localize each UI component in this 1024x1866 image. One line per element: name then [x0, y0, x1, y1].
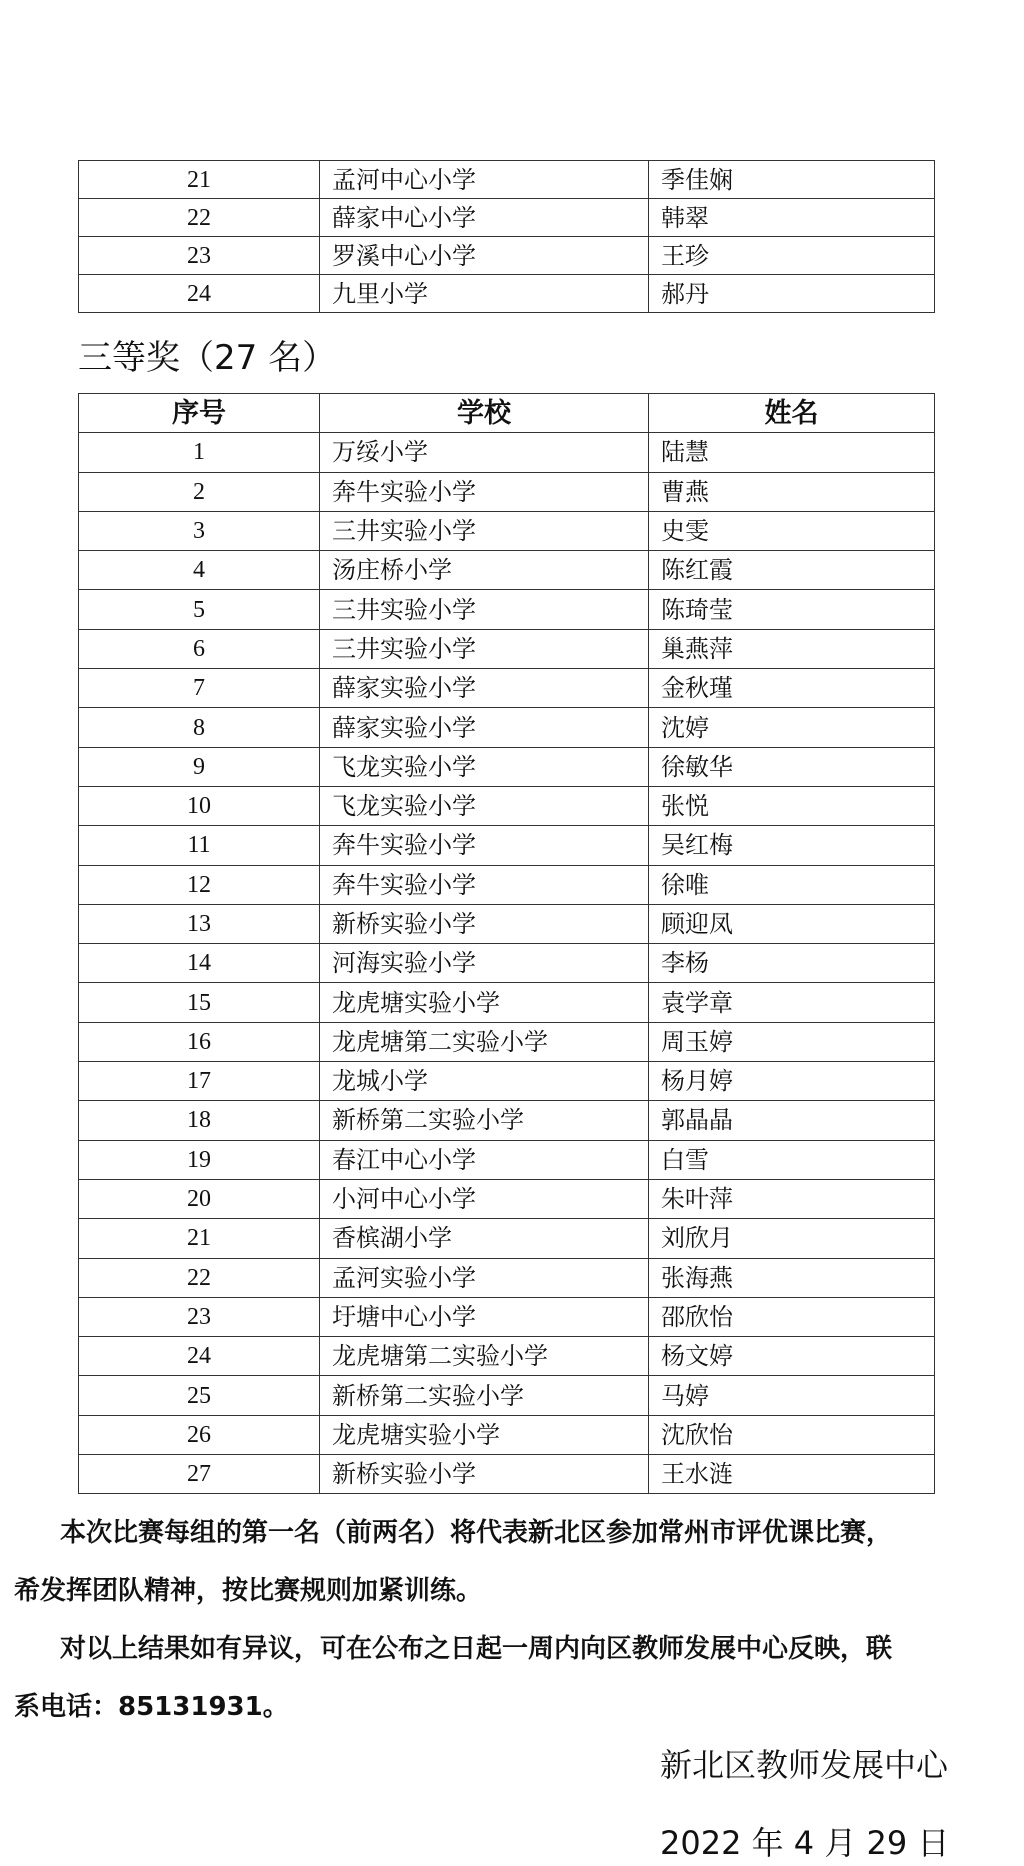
cell-no: 27	[79, 1455, 320, 1494]
table-row	[79, 237, 935, 275]
cell-school: 河海实验小学	[320, 944, 649, 983]
cell-name: 沈欣怡	[649, 1415, 935, 1454]
cell-no: 1	[79, 433, 320, 472]
table-row	[79, 747, 935, 786]
cell-name: 刘欣月	[649, 1219, 935, 1258]
table-row	[79, 786, 935, 825]
cell-no: 5	[79, 590, 320, 629]
notice-para1-line1: 本次比赛每组的第一名（前两名）将代表新北区参加常州市评优课比赛，	[60, 1518, 893, 1548]
cell-name: 陈红霞	[649, 551, 935, 590]
cell-no: 24	[79, 1337, 320, 1376]
cell-name: 巢燕萍	[649, 629, 935, 668]
cell-school: 春江中心小学	[320, 1140, 649, 1179]
table-row	[79, 1297, 935, 1336]
cell-no: 7	[79, 669, 320, 708]
cell-name: 王水涟	[649, 1455, 935, 1494]
cell-no: 8	[79, 708, 320, 747]
cell-name: 顾迎凤	[649, 904, 935, 943]
table-row	[79, 551, 935, 590]
cell-name: 郭晶晶	[649, 1101, 935, 1140]
table-row	[79, 1022, 935, 1061]
notice-paragraph-2	[14, 1620, 1010, 1736]
table-header-row	[79, 394, 935, 433]
cell-name: 白雪	[649, 1140, 935, 1179]
cell-school: 薛家实验小学	[320, 669, 649, 708]
cell-school: 龙虎塘实验小学	[320, 1415, 649, 1454]
table-row	[79, 433, 935, 472]
table-row	[79, 826, 935, 865]
cell-school: 孟河实验小学	[320, 1258, 649, 1297]
cell-school: 奔牛实验小学	[320, 865, 649, 904]
cell-no: 17	[79, 1062, 320, 1101]
table-row	[79, 904, 935, 943]
cell-name: 韩翠	[649, 199, 935, 237]
cell-name: 马婷	[649, 1376, 935, 1415]
table-row	[79, 1101, 935, 1140]
cell-school: 罗溪中心小学	[320, 237, 649, 275]
table-row	[79, 1179, 935, 1218]
table-row	[79, 1455, 935, 1494]
cell-no: 21	[79, 1219, 320, 1258]
cell-school: 薛家实验小学	[320, 708, 649, 747]
header-school: 学校	[320, 394, 649, 433]
cell-no: 13	[79, 904, 320, 943]
notice-para1-line2: 希发挥团队精神，按比赛规则加紧训练。	[14, 1576, 483, 1606]
cell-school: 香槟湖小学	[320, 1219, 649, 1258]
cell-school: 新桥实验小学	[320, 904, 649, 943]
signature-date: 2022 年 4 月 29 日	[660, 1824, 950, 1862]
cell-no: 9	[79, 747, 320, 786]
cell-school: 新桥第二实验小学	[320, 1376, 649, 1415]
table-row	[79, 511, 935, 550]
cell-name: 杨文婷	[649, 1337, 935, 1376]
cell-no: 4	[79, 551, 320, 590]
cell-school: 三井实验小学	[320, 629, 649, 668]
cell-school: 龙虎塘第二实验小学	[320, 1337, 649, 1376]
cell-no: 11	[79, 826, 320, 865]
header-no: 序号	[79, 394, 320, 433]
cell-name: 邵欣怡	[649, 1297, 935, 1336]
table-row	[79, 161, 935, 199]
cell-name: 吴红梅	[649, 826, 935, 865]
cell-name: 李杨	[649, 944, 935, 983]
cell-no: 14	[79, 944, 320, 983]
second-prize-table-continued	[78, 160, 935, 313]
notice-paragraph-1	[14, 1504, 1010, 1620]
table-row	[79, 708, 935, 747]
table-row	[79, 865, 935, 904]
cell-school: 奔牛实验小学	[320, 826, 649, 865]
cell-name: 史雯	[649, 511, 935, 550]
cell-name: 王珍	[649, 237, 935, 275]
cell-no: 23	[79, 1297, 320, 1336]
cell-school: 三井实验小学	[320, 590, 649, 629]
table-row	[79, 199, 935, 237]
table-row	[79, 1140, 935, 1179]
cell-name: 沈婷	[649, 708, 935, 747]
cell-no: 25	[79, 1376, 320, 1415]
cell-no: 22	[79, 1258, 320, 1297]
cell-school: 圩塘中心小学	[320, 1297, 649, 1336]
cell-name: 陆慧	[649, 433, 935, 472]
cell-name: 袁学章	[649, 983, 935, 1022]
table-row	[79, 275, 935, 313]
cell-no: 3	[79, 511, 320, 550]
header-name: 姓名	[649, 394, 935, 433]
table-row	[79, 1219, 935, 1258]
table-row	[79, 590, 935, 629]
table-row	[79, 669, 935, 708]
signature-organization: 新北区教师发展中心	[660, 1746, 949, 1784]
table-row	[79, 1376, 935, 1415]
cell-name: 曹燕	[649, 472, 935, 511]
cell-school: 龙城小学	[320, 1062, 649, 1101]
cell-name: 徐唯	[649, 865, 935, 904]
cell-no: 16	[79, 1022, 320, 1061]
cell-no: 12	[79, 865, 320, 904]
table-row	[79, 983, 935, 1022]
cell-no: 18	[79, 1101, 320, 1140]
table-row	[79, 1415, 935, 1454]
cell-school: 飞龙实验小学	[320, 786, 649, 825]
table-row	[79, 944, 935, 983]
cell-school: 新桥实验小学	[320, 1455, 649, 1494]
cell-no: 20	[79, 1179, 320, 1218]
cell-name: 张悦	[649, 786, 935, 825]
table-row	[79, 1258, 935, 1297]
cell-school: 奔牛实验小学	[320, 472, 649, 511]
cell-no: 24	[79, 275, 320, 313]
table-row	[79, 1062, 935, 1101]
cell-school: 新桥第二实验小学	[320, 1101, 649, 1140]
cell-name: 朱叶萍	[649, 1179, 935, 1218]
cell-name: 陈琦莹	[649, 590, 935, 629]
cell-name: 金秋瑾	[649, 669, 935, 708]
table-row	[79, 629, 935, 668]
cell-school: 三井实验小学	[320, 511, 649, 550]
cell-name: 郝丹	[649, 275, 935, 313]
cell-school: 万绥小学	[320, 433, 649, 472]
cell-no: 22	[79, 199, 320, 237]
cell-no: 26	[79, 1415, 320, 1454]
notice-para2-line1: 对以上结果如有异议，可在公布之日起一周内向区教师发展中心反映，联	[60, 1634, 893, 1664]
table-row	[79, 1337, 935, 1376]
third-prize-title: 三等奖（27 名）	[78, 338, 337, 378]
cell-school: 孟河中心小学	[320, 161, 649, 199]
cell-no: 10	[79, 786, 320, 825]
cell-no: 23	[79, 237, 320, 275]
table-row	[79, 472, 935, 511]
cell-school: 薛家中心小学	[320, 199, 649, 237]
third-prize-table	[78, 393, 935, 1494]
cell-school: 龙虎塘实验小学	[320, 983, 649, 1022]
cell-name: 季佳娴	[649, 161, 935, 199]
cell-school: 飞龙实验小学	[320, 747, 649, 786]
cell-school: 小河中心小学	[320, 1179, 649, 1218]
cell-name: 张海燕	[649, 1258, 935, 1297]
cell-no: 21	[79, 161, 320, 199]
notice-para2-line2: 系电话：85131931。	[14, 1692, 289, 1722]
cell-name: 徐敏华	[649, 747, 935, 786]
cell-no: 19	[79, 1140, 320, 1179]
cell-no: 2	[79, 472, 320, 511]
cell-no: 15	[79, 983, 320, 1022]
cell-no: 6	[79, 629, 320, 668]
cell-school: 汤庄桥小学	[320, 551, 649, 590]
cell-name: 杨月婷	[649, 1062, 935, 1101]
cell-school: 龙虎塘第二实验小学	[320, 1022, 649, 1061]
cell-name: 周玉婷	[649, 1022, 935, 1061]
cell-school: 九里小学	[320, 275, 649, 313]
